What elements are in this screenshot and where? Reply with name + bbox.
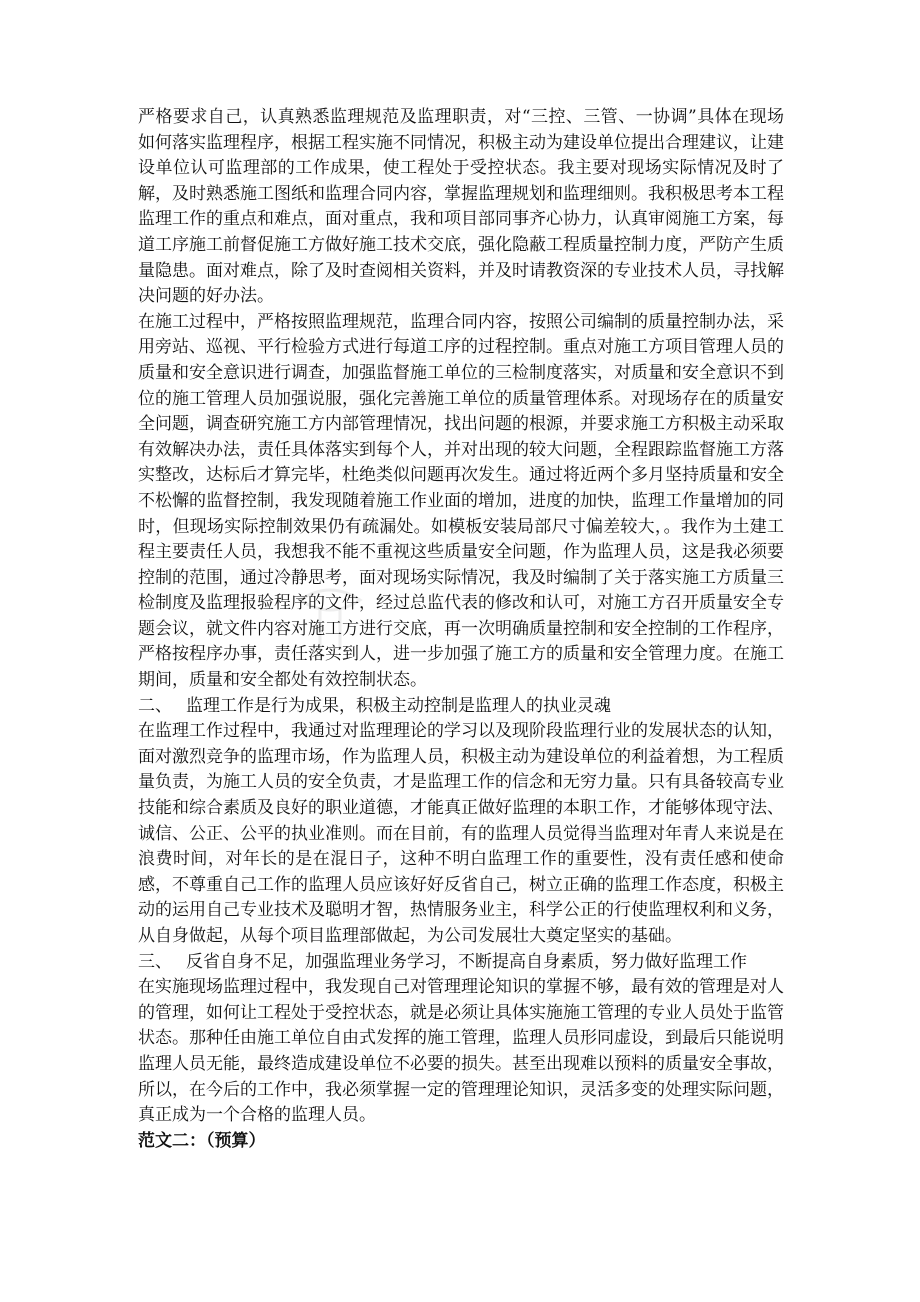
document-body bbox=[138, 105, 784, 1154]
paragraph-2: 在施工过程中，严格按照监理规范，监理合同内容，按照公司编制的质量控制办法，采用旁站、巡视、平行检验方式进行每道工序的过程控制。重点对施工方项目管理人员的质量和安全意识进行调查，加强监督施工单位的三检制度落实，对质量和安全意识不到位的施工管理人员加强说服，强化完善施工单位的质量管理体系。对现场存在的质量安全问题，调查研究施工方内部管理情况，找出问题的根源，并要求施工方积极主动采取有效解决办法，责任具体落实到每个人，并对出现的较大问题，全程跟踪监督施工方落实整改，达标后才算完毕，杜绝类似问题再次发生。通过将近两个多月坚持质量和安全不松懈的监督控制，我发现随着施工作业面的增加，进度的加快，监理工作量增加的同时，但现场实际控制效果仍有疏漏处。如模板安装局部尺寸偏差较大，。我作为土建工程主要责任人员，我想我不能不重视这些质量安全问题，作为监理人员，这是我必须要控制的范围，通过冷静思考，面对现场实际情况，我及时编制了关于落实施工方质量三检制度及监理报验程序的文件，经过总监代表的修改和认可，对施工方召开质量安全专题会议，就文件内容对施工方进行交底，再一次明确质量控制和安全控制的工作程序，严格按程序办事，责任落实到人，进一步加强了施工方的质量和安全管理力度。在施工期间，质量和安全都处有效控制状态。 bbox=[138, 311, 784, 691]
paragraph-1: 严格要求自己，认真熟悉监理规范及监理职责，对“三控、三管、一协调”具体在现场如何落实监理程序，根据工程实施不同情况，积极主动为建设单位提出合理建议，让建设单位认可监理部的工作成果，使工程处于受控状态。我主要对现场实际情况及时了解，及时熟悉施工图纸和监理合同内容，掌握监理规划和监理细则。我积极思考本工程监理工作的重点和难点，面对重点，我和项目部同事齐心协力，认真审阅施工方案，每道工序施工前督促施工方做好施工技术交底，强化隐蔽工程质量控制力度，严防产生质量隐患。面对难点，除了及时查阅相关资料，并及时请教资深的专业技术人员，寻找解决问题的好办法。 bbox=[138, 107, 784, 307]
section-heading-3 bbox=[138, 950, 784, 976]
section-heading-2 bbox=[138, 694, 784, 720]
section-title: 范文二：（预算） bbox=[138, 1130, 266, 1151]
heading-number: 二、 bbox=[138, 695, 172, 716]
paragraph-4: 在实施现场监理过程中，我发现自己对管理理论知识的掌握不够，最有效的管理是对人的管理，如何让工程处于受控状态，就是必须让具体实施施工管理的专业人员处于监管状态。那种任由施工单位自由式发挥的施工管理，监理人员形同虚设，到最后只能说明监理人员无能，最终造成建设单位不必要的损失。甚至出现难以预料的质量安全事故，所以，在今后的工作中，我必须掌握一定的管理理论知识，灵活多变的处理实际问题，真正成为一个合格的监理人员。 bbox=[138, 977, 784, 1126]
heading-text: 反省自身不足，加强监理业务学习，不断提高自身素质，努力做好监理工作 bbox=[186, 951, 747, 972]
heading-text: 监理工作是行为成果，积极主动控制是监理人的执业灵魂 bbox=[186, 695, 611, 716]
paragraph-3: 在监理工作过程中，我通过对监理理论的学习以及现阶段监理行业的发展状态的认知，面对激烈竞争的监理市场，作为监理人员，积极主动为建设单位的利益着想，为工程质量负责，为施工人员的安全负责，才是监理工作的信念和无穷力量。只有具备较高专业技能和综合素质及良好的职业道德，才能真正做好监理的本职工作，才能够体现守法、诚信、公正、公平的执业准则。而在目前，有的监理人员觉得当监理对年青人来说是在浪费时间，对年长的是在混日子，这种不明白监理工作的重要性，没有责任感和使命感，不尊重自己工作的监理人员应该好好反省自己，树立正确的监理工作态度，积极主动的运用自己专业技术及聪明才智，热情服务业主，科学公正的行使监理权利和义务，从自身做起，从每个项目监理部做起，为公司发展壮大奠定坚实的基础。 bbox=[138, 721, 784, 946]
heading-number: 三、 bbox=[138, 951, 172, 972]
